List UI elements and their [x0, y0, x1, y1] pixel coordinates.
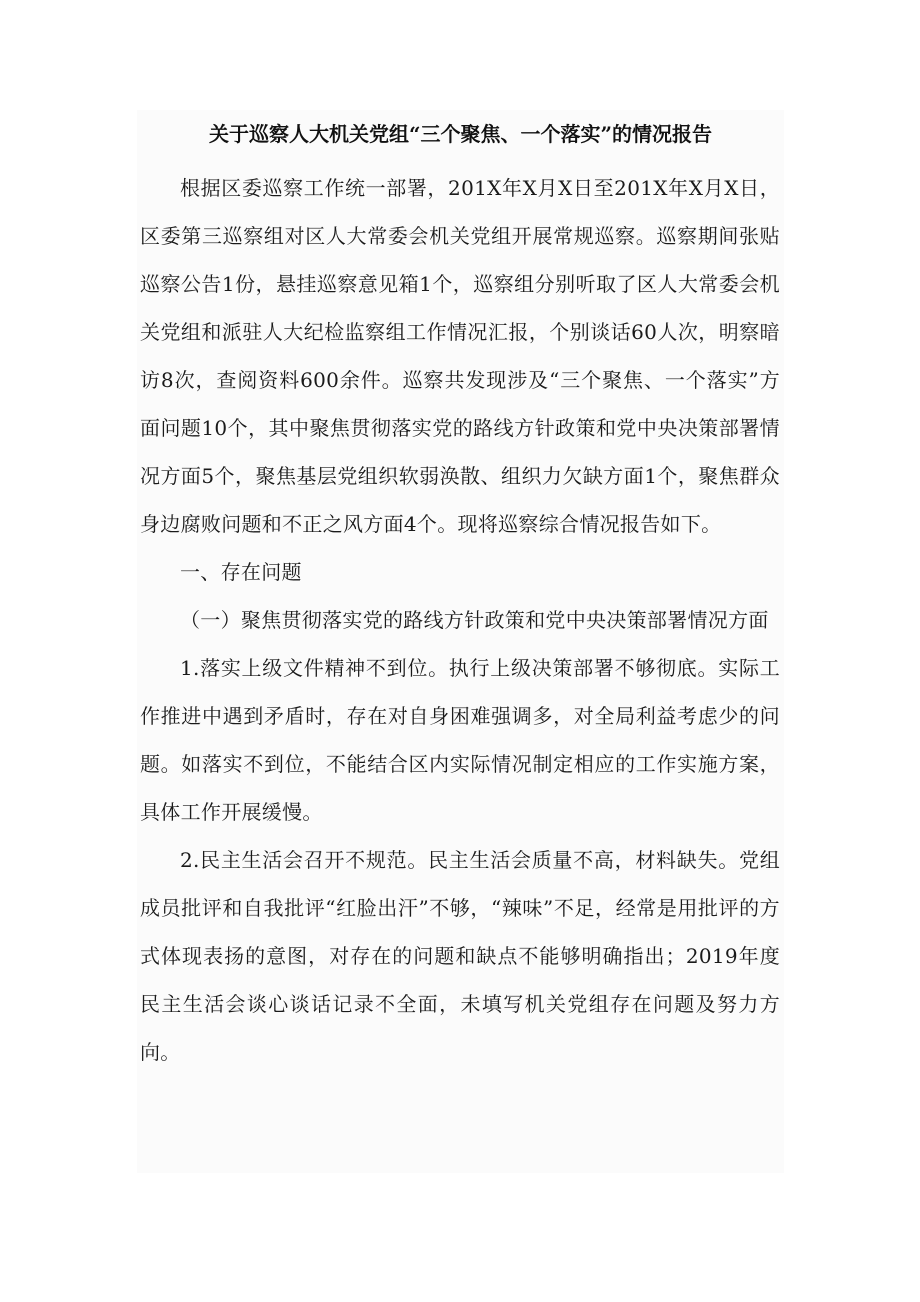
paragraph-item-2: 2.民主生活会召开不规范。民主生活会质量不高，材料缺失。党组成员批评和自我批评“红脸出汗”不够，“辣味”不足，经常是用批评的方式体现表扬的意图，对存在的问题和缺点不能够明确指出；2019年度民主生活会谈心谈话记录不全面，未填写机关党组存在问题及努力方向。	[140, 848, 780, 1064]
document-body	[140, 164, 780, 1076]
paragraph-item-1: 1.落实上级文件精神不到位。执行上级决策部署不够彻底。实际工作推进中遇到矛盾时，存在对自身困难强调多，对全局利益考虑少的问题。如落实不到位，不能结合区内实际情况制定相应的工作实施方案，具体工作开展缓慢。	[140, 656, 780, 824]
document-title: 关于巡察人大机关党组“三个聚焦、一个落实”的情况报告	[208, 122, 712, 146]
subsection-heading-1: （一）聚焦贯彻落实党的路线方针政策和党中央决策部署情况方面	[180, 608, 769, 632]
paragraph-intro: 根据区委巡察工作统一部署，201X年X月X日至201X年X月X日，区委第三巡察组对区人大常委会机关党组开展常规巡察。巡察期间张贴巡察公告1份，悬挂巡察意见箱1个，巡察组分别听取了区人大常委会机关党组和派驻人大纪检监察组工作情况汇报，个别谈话60人次，明察暗访8次，查阅资料600余件。巡察共发现涉及“三个聚焦、一个落实”方面问题10个，其中聚焦贯彻落实党的路线方针政策和党中央决策部署情况方面5个，聚焦基层党组织软弱涣散、组织力欠缺方面1个，聚焦群众身边腐败问题和不正之风方面4个。现将巡察综合情况报告如下。	[140, 176, 780, 536]
section-heading-problems: 一、存在问题	[180, 560, 302, 584]
